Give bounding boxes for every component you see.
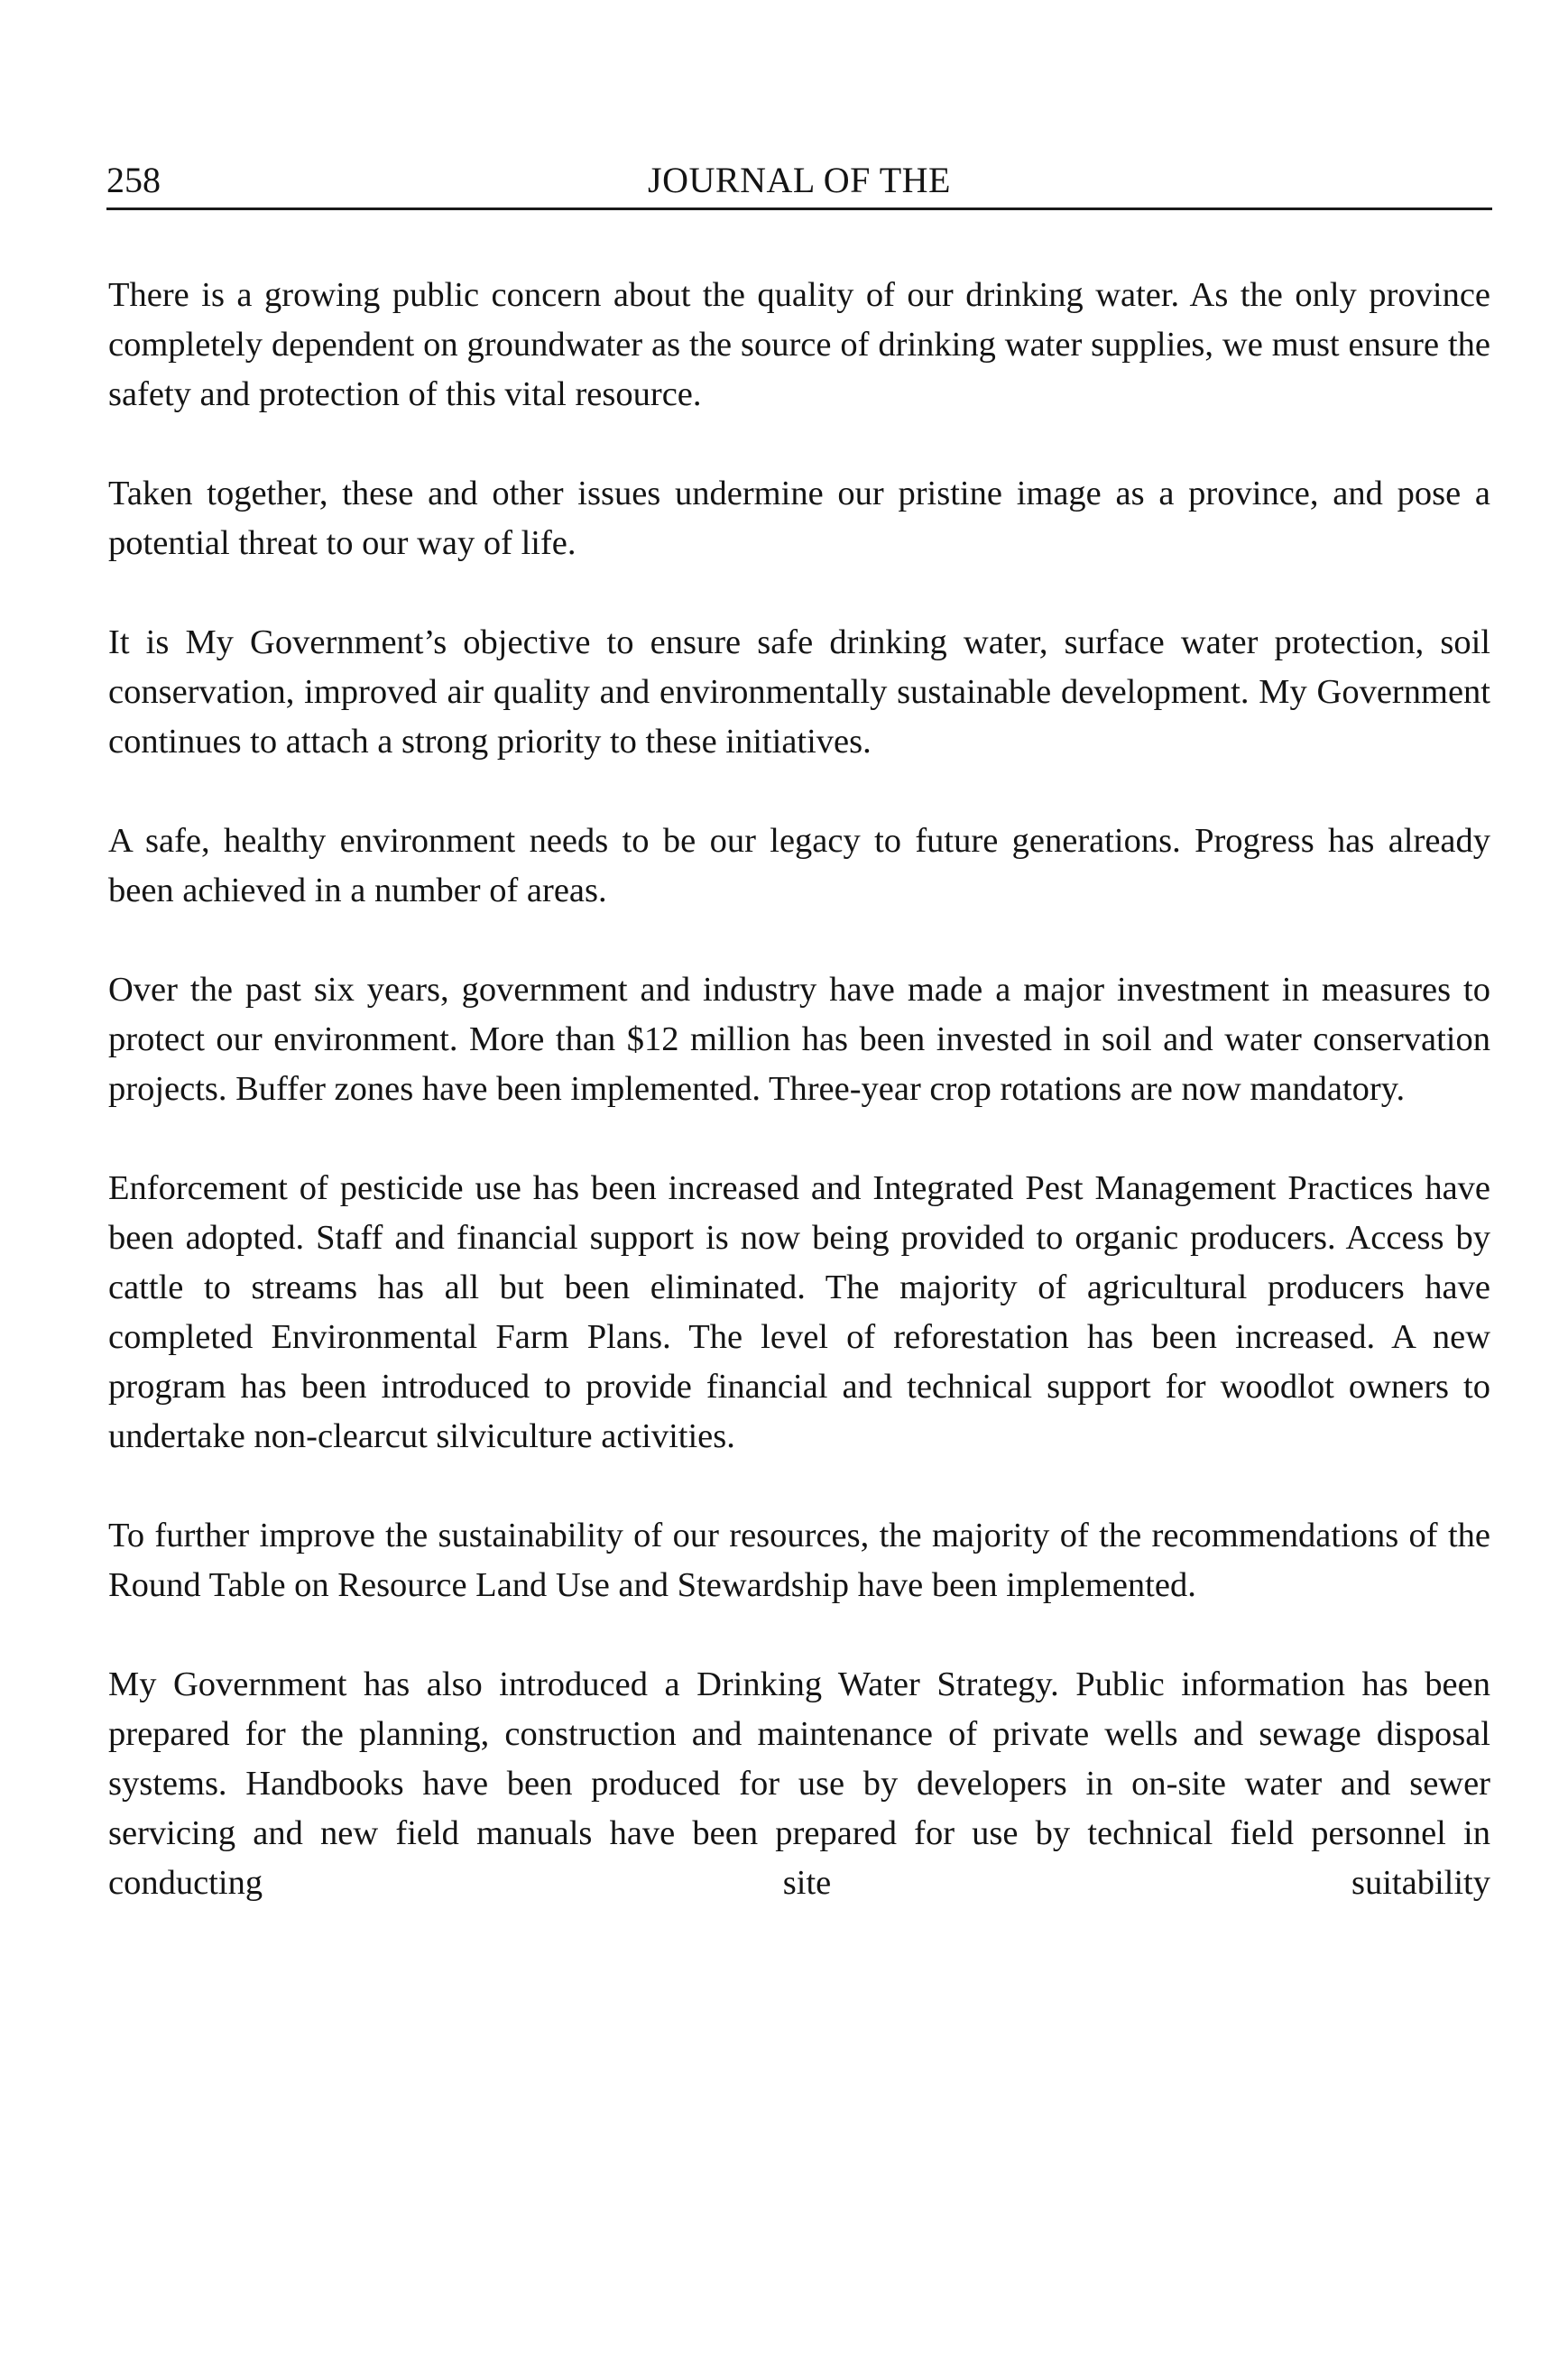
- paragraph-investment: Over the past six years, government and industry have made a major investment in measures to protect our environment. More than $12 million has been invested in soil and water conservation projects. Buffer zones have been implemented. Three-year crop rotations are now mandatory.: [108, 971, 1490, 1108]
- page-header: [106, 159, 1492, 210]
- paragraph-drinking-water-concern: There is a growing public concern about the quality of our drinking water. As the only province completely dependent on groundwater as the source of drinking water supplies, we must ensure the safety and protection of this vital resource.: [108, 276, 1490, 413]
- paragraph-round-table: To further improve the sustainability of our resources, the majority of the recommendations of the Round Table on Resource Land Use and Stewardship have been implemented.: [108, 1517, 1490, 1604]
- paragraph-legacy: A safe, healthy environment needs to be our legacy to future generations. Progress has already been achieved in a number of areas.: [108, 822, 1490, 909]
- body-text: [108, 271, 1490, 1908]
- paragraph-government-objective: It is My Government’s objective to ensure safe drinking water, surface water protection, soil conservation, improved air quality and environmentally sustainable development. My Government continues to attach a strong priority to these initiatives.: [108, 623, 1490, 761]
- paragraph-drinking-water-strategy: My Government has also introduced a Drinking Water Strategy. Public information has been prepared for the planning, construction and maintenance of private wells and sewage disposal systems. Handbooks have been produced for use by developers in on-site water and sewer servicing and new field manuals have been prepared for use by technical field personnel in conducting site suitability: [108, 1665, 1490, 1902]
- paragraph-issues-threat: Taken together, these and other issues undermine our pristine image as a province, and pose a potential threat to our way of life.: [108, 475, 1490, 562]
- page-number: 258: [106, 160, 161, 200]
- paragraph-enforcement: Enforcement of pesticide use has been increased and Integrated Pest Management Practices have been adopted. Staff and financial support is now being provided to organic producers. Access by cattle to streams has all but been eliminated. The majority of agricultural producers have completed Environmental Farm Plans. The level of reforestation has been increased. A new program has been introduced to provide financial and technical support for woodlot owners to undertake non-clearcut silviculture activities.: [108, 1169, 1490, 1455]
- running-head: JOURNAL OF THE: [648, 160, 951, 200]
